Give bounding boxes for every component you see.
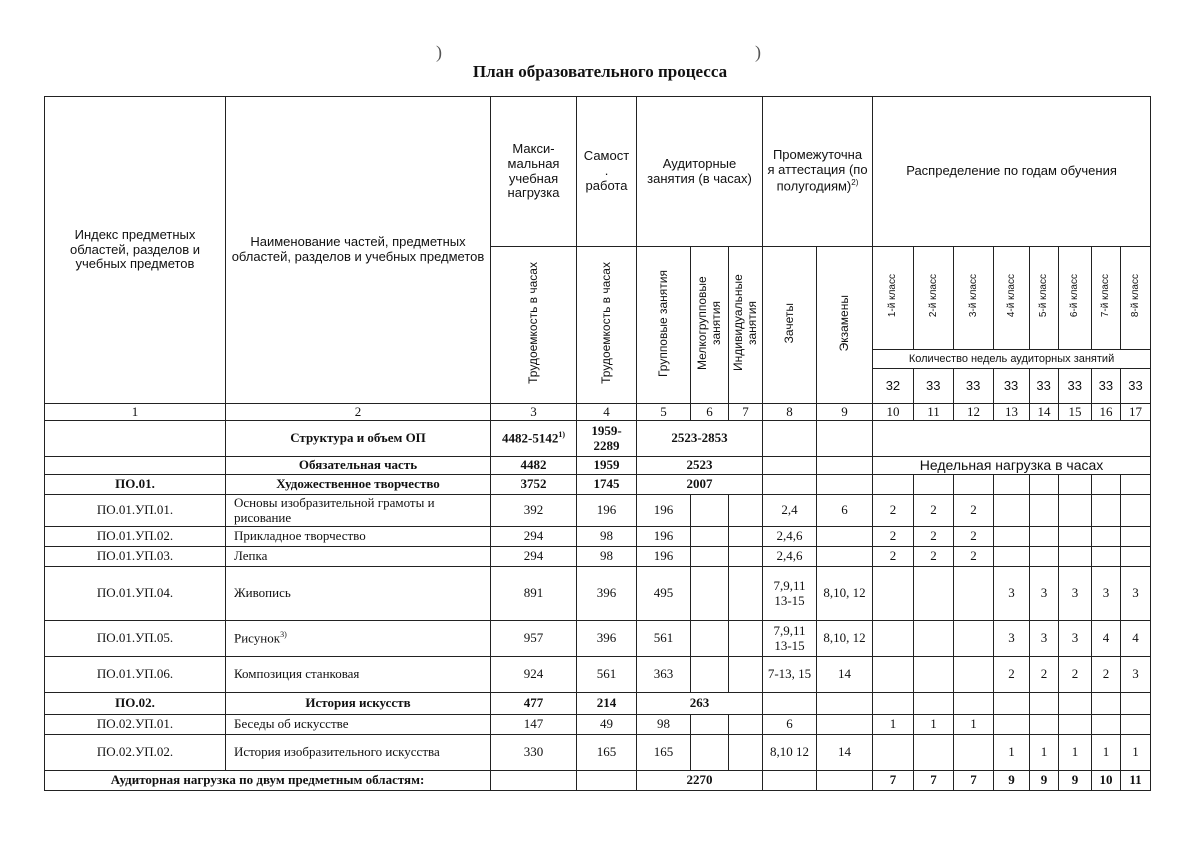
subject-class-hours (994, 495, 1030, 527)
subject-class-hours: 3 (1121, 567, 1151, 621)
section-self: 214 (577, 693, 637, 715)
subject-index: ПО.01.УП.03. (45, 547, 226, 567)
subject-individual (729, 735, 763, 771)
subject-small-group (691, 567, 729, 621)
subject-class-hours: 3 (1059, 621, 1092, 657)
subject-individual (729, 715, 763, 735)
subject-self: 49 (577, 715, 637, 735)
subject-individual (729, 657, 763, 693)
subject-class-hours: 2 (914, 547, 954, 567)
subject-class-hours (954, 621, 994, 657)
total-class-cell: 11 (1121, 771, 1151, 791)
subject-credits: 7-13, 15 (763, 657, 817, 693)
subject-group: 196 (637, 547, 691, 567)
subject-name: Беседы об искусстве (226, 715, 491, 735)
total-class-cell: 9 (1059, 771, 1092, 791)
subject-class-hours: 2 (873, 527, 914, 547)
header-attestation-mid: я аттестация (по (767, 162, 868, 178)
subject-class-hours (994, 547, 1030, 567)
subject-class-hours (914, 735, 954, 771)
subject-self: 196 (577, 495, 637, 527)
structure-row (45, 421, 1151, 457)
section-row (45, 475, 1151, 495)
subject-class-hours: 1 (1030, 735, 1059, 771)
subject-self: 396 (577, 567, 637, 621)
subject-index: ПО.01.УП.05. (45, 621, 226, 657)
subject-small-group (691, 547, 729, 567)
header-attestation-bottom: полугодиям) (776, 178, 852, 194)
weeks-3: 33 (954, 369, 994, 403)
section-auditory: 2007 (637, 475, 763, 495)
subject-small-group (691, 735, 729, 771)
structure-name: Структура и объем ОП (226, 421, 491, 457)
subject-credits: 6 (763, 715, 817, 735)
subject-class-hours: 2 (954, 547, 994, 567)
subject-name: Основы изобразительной грамоты и рисование (226, 495, 491, 527)
subject-name: Композиция станковая (226, 657, 491, 693)
subject-max: 294 (491, 547, 577, 567)
subject-group: 196 (637, 495, 691, 527)
subject-class-hours (873, 657, 914, 693)
section-index: ПО.02. (45, 693, 226, 715)
subject-individual (729, 621, 763, 657)
subject-class-hours (1121, 547, 1151, 567)
subject-max: 330 (491, 735, 577, 771)
subject-class-hours (954, 735, 994, 771)
subject-row (45, 547, 1151, 567)
subject-group: 165 (637, 735, 691, 771)
header-self-work (577, 97, 637, 247)
subject-small-group (691, 495, 729, 527)
subject-max: 392 (491, 495, 577, 527)
subject-exams: 8,10, 12 (817, 621, 873, 657)
subject-small-group (691, 621, 729, 657)
total-class-cell: 9 (1030, 771, 1059, 791)
header-exams: Экзамены (817, 247, 873, 404)
subject-class-hours: 3 (1092, 567, 1121, 621)
total-class-cell: 7 (873, 771, 914, 791)
subject-class-hours (1092, 527, 1121, 547)
header-self-work-bottom: работа (585, 177, 628, 193)
subject-name: Живопись (226, 567, 491, 621)
total-class-cell: 7 (954, 771, 994, 791)
subject-class-hours (954, 567, 994, 621)
subject-class-hours: 1 (873, 715, 914, 735)
subject-class-hours (994, 527, 1030, 547)
weeks-7: 33 (1092, 369, 1121, 403)
section-name: Художественное творчество (226, 475, 491, 495)
weeks-label: Количество недель аудиторных занятий (873, 350, 1150, 369)
subject-class-hours: 1 (1092, 735, 1121, 771)
structure-self: 1959-2289 (577, 421, 637, 457)
subject-class-hours (1030, 527, 1059, 547)
subject-small-group (691, 657, 729, 693)
mandatory-self: 1959 (577, 457, 637, 475)
column-numbers-row: 1 2 3 4 5 6 7 8 9 10 11 12 13 14 15 16 17 (45, 404, 1151, 421)
subject-credits: 2,4 (763, 495, 817, 527)
weeks-1: 32 (873, 369, 914, 403)
subject-exams: 6 (817, 495, 873, 527)
weeks-5: 33 (1030, 369, 1059, 403)
subject-row (45, 527, 1151, 547)
subject-group: 495 (637, 567, 691, 621)
header-attestation-top: Промежуточна (772, 147, 863, 163)
subject-class-hours (1059, 495, 1092, 527)
subject-class-hours (1121, 495, 1151, 527)
total-auditory: 2270 (637, 771, 763, 791)
total-class-cell: 10 (1092, 771, 1121, 791)
section-self: 1745 (577, 475, 637, 495)
subject-class-hours: 3 (994, 621, 1030, 657)
section-max: 3752 (491, 475, 577, 495)
subject-individual (729, 495, 763, 527)
subject-class-hours: 3 (1121, 657, 1151, 693)
subject-class-hours (1059, 547, 1092, 567)
subject-exams (817, 527, 873, 547)
header-max-load: Макси-мальная учебная нагрузка (491, 97, 577, 247)
header-labor-max: Трудоемкость в часах (491, 247, 577, 404)
weeks-2: 33 (914, 369, 954, 403)
subject-class-hours (1092, 495, 1121, 527)
subject-class-hours (1092, 547, 1121, 567)
page-title: План образовательного процесса (472, 62, 728, 81)
subject-class-hours: 1 (1059, 735, 1092, 771)
subject-class-hours: 2 (954, 495, 994, 527)
header-class-4: 4-й класс (994, 247, 1030, 350)
subject-name: Рисунок$^{3)}$ (226, 621, 491, 657)
subject-class-hours (1059, 527, 1092, 547)
subject-class-hours (914, 567, 954, 621)
total-row (45, 771, 1151, 791)
subject-exams: 14 (817, 657, 873, 693)
subject-name: История изобразительного искусства (226, 735, 491, 771)
subject-row (45, 715, 1151, 735)
structure-auditory: 2523-2853 (637, 421, 763, 457)
header-group: Групповые занятия (637, 247, 691, 404)
weeks-8: 33 (1128, 378, 1143, 393)
section-auditory: 263 (637, 693, 763, 715)
subject-class-hours: 2 (914, 495, 954, 527)
mandatory-auditory: 2523 (637, 457, 763, 475)
margin-mark-right: ) (755, 42, 761, 62)
section-index: ПО.01. (45, 475, 226, 495)
subject-index: ПО.02.УП.02. (45, 735, 226, 771)
subject-index: ПО.02.УП.01. (45, 715, 226, 735)
subject-index: ПО.01.УП.02. (45, 527, 226, 547)
subject-class-hours: 4 (1092, 621, 1121, 657)
mandatory-row (45, 457, 1151, 475)
section-name: История искусств (226, 693, 491, 715)
subject-index: ПО.01.УП.06. (45, 657, 226, 693)
header-small-group: Мелкогрупповые занятия (691, 247, 729, 404)
subject-exams (817, 715, 873, 735)
subject-name: Лепка (226, 547, 491, 567)
subject-class-hours: 3 (1059, 567, 1092, 621)
subject-name: Прикладное творчество (226, 527, 491, 547)
subject-row (45, 621, 1151, 657)
mandatory-max: 4482 (491, 457, 577, 475)
subject-class-hours: 2 (873, 547, 914, 567)
subject-class-hours (1059, 715, 1092, 735)
subject-class-hours: 3 (1030, 621, 1059, 657)
subject-class-hours: 2 (873, 495, 914, 527)
header-name: Наименование частей, предметных областей, разделов и учебных предметов (226, 97, 491, 404)
margin-mark-left: ) (436, 42, 442, 62)
subject-individual (729, 527, 763, 547)
subject-class-hours: 2 (914, 527, 954, 547)
subject-class-hours: 2 (994, 657, 1030, 693)
subject-class-hours (873, 621, 914, 657)
subject-class-hours: 1 (914, 715, 954, 735)
subject-class-hours (1121, 527, 1151, 547)
subject-exams: 8,10, 12 (817, 567, 873, 621)
total-class-cell: 9 (994, 771, 1030, 791)
subject-credits: 2,4,6 (763, 527, 817, 547)
subject-self: 98 (577, 547, 637, 567)
subject-class-hours: 2 (954, 527, 994, 547)
section-max: 477 (491, 693, 577, 715)
subject-self: 98 (577, 527, 637, 547)
subject-credits: 8,10 12 (763, 735, 817, 771)
subject-class-hours: 2 (1059, 657, 1092, 693)
subject-class-hours: 4 (1121, 621, 1151, 657)
header-class-1: 1-й класс (873, 247, 914, 350)
subject-group: 196 (637, 527, 691, 547)
header-class-8: 8-й класс (1121, 247, 1151, 350)
subject-class-hours (873, 567, 914, 621)
subject-class-hours (1030, 495, 1059, 527)
header-index: Индекс предметных областей, разделов и учебных предметов (45, 97, 226, 404)
header-attestation (763, 97, 873, 247)
header-self-work-top: Самост (583, 148, 630, 164)
subject-max: 924 (491, 657, 577, 693)
subject-class-hours (914, 657, 954, 693)
subject-class-hours: 1 (994, 735, 1030, 771)
header-attestation-footnote: 2) (851, 178, 859, 188)
subject-class-hours (1030, 547, 1059, 567)
weekly-load-label: Недельная нагрузка в часах (873, 457, 1151, 475)
subject-small-group (691, 527, 729, 547)
header-class-5: 5-й класс (1030, 247, 1059, 350)
subject-individual (729, 547, 763, 567)
weeks-4: 33 (994, 369, 1030, 403)
subject-exams: 14 (817, 735, 873, 771)
subject-class-hours (994, 715, 1030, 735)
subject-max: 147 (491, 715, 577, 735)
header-credits: Зачеты (763, 247, 817, 404)
header-distribution: Распределение по годам обучения (873, 97, 1151, 247)
subject-class-hours (914, 621, 954, 657)
subject-group: 363 (637, 657, 691, 693)
subject-group: 561 (637, 621, 691, 657)
subject-self: 561 (577, 657, 637, 693)
subject-credits: 7,9,11 13-15 (763, 567, 817, 621)
subject-individual (729, 567, 763, 621)
subject-self: 396 (577, 621, 637, 657)
subject-credits: 7,9,11 13-15 (763, 621, 817, 657)
subject-class-hours: 2 (1092, 657, 1121, 693)
subject-class-hours: 3 (994, 567, 1030, 621)
subject-row (45, 735, 1151, 771)
subject-small-group (691, 715, 729, 735)
subject-self: 165 (577, 735, 637, 771)
subject-class-hours (873, 735, 914, 771)
header-individual: Индивидуальные занятия (729, 247, 763, 404)
header-self-work-dot: . (604, 163, 609, 179)
header-class-6: 6-й класс (1059, 247, 1092, 350)
header-auditory: Аудиторные занятия (в часах) (637, 97, 763, 247)
subject-class-hours (1030, 715, 1059, 735)
subject-class-hours: 1 (954, 715, 994, 735)
subject-credits: 2,4,6 (763, 547, 817, 567)
subject-index: ПО.01.УП.01. (45, 495, 226, 527)
subject-row (45, 657, 1151, 693)
header-labor-self: Трудоемкость в часах (577, 247, 637, 404)
subject-index: ПО.01.УП.04. (45, 567, 226, 621)
section-row (45, 693, 1151, 715)
header-class-2: 2-й класс (914, 247, 954, 350)
subject-row (45, 567, 1151, 621)
subject-max: 891 (491, 567, 577, 621)
header-class-7: 7-й класс (1092, 247, 1121, 350)
total-class-cell: 7 (914, 771, 954, 791)
subject-group: 98 (637, 715, 691, 735)
subject-class-hours: 2 (1030, 657, 1059, 693)
header-class-3: 3-й класс (954, 247, 994, 350)
subject-class-hours: 3 (1030, 567, 1059, 621)
subject-max: 957 (491, 621, 577, 657)
structure-max: 4482-5142$^{1)}$ (491, 421, 577, 457)
subject-class-hours (1092, 715, 1121, 735)
subject-class-hours (1121, 715, 1151, 735)
subject-class-hours: 1 (1121, 735, 1151, 771)
subject-exams (817, 547, 873, 567)
weeks-6: 33 (1059, 369, 1092, 403)
subject-max: 294 (491, 527, 577, 547)
total-label: Аудиторная нагрузка по двум предметным областям: (45, 771, 491, 791)
subject-class-hours (954, 657, 994, 693)
subject-row (45, 495, 1151, 527)
curriculum-table (44, 96, 1151, 791)
mandatory-name: Обязательная часть (226, 457, 491, 475)
